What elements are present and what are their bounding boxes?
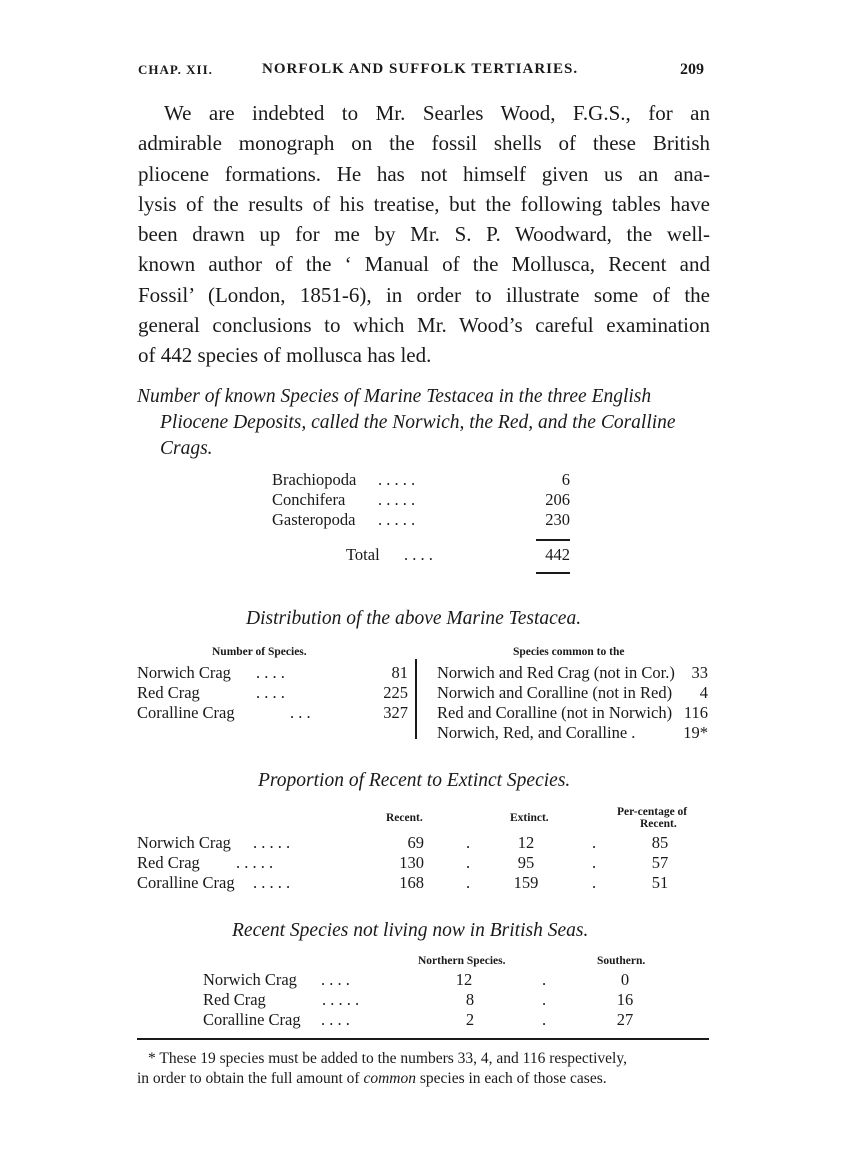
table2-leader: . . .: [290, 703, 311, 722]
table4-northern: 8: [465, 990, 475, 1009]
table2-right-label: Red and Coralline (not in Norwich): [437, 703, 673, 722]
footnote-rule: [137, 1038, 709, 1040]
table2-right-label: Norwich and Coralline (not in Red): [437, 683, 673, 702]
body-line: admirable monograph on the fossil shells of these British: [138, 131, 710, 156]
table4-header-northern: Northern Species.: [418, 955, 506, 967]
table4-leader: . . . .: [321, 1010, 350, 1029]
table2-right-header: Species common to the: [513, 646, 625, 658]
table3-sep: .: [592, 853, 597, 872]
table3-percentage: 51: [651, 873, 669, 892]
table1-leader: . . . .: [404, 545, 433, 564]
table4-leader: . . . . .: [322, 990, 360, 1009]
column-divider: [415, 659, 417, 739]
table3-extinct: 95: [517, 853, 535, 872]
table3-header-recent: Recent.: [386, 812, 423, 824]
table4-label: Red Crag: [203, 990, 266, 1009]
table4-caption: Recent Species not living now in British Seas.: [232, 920, 589, 941]
table2-right-value: 33: [691, 663, 708, 682]
table3-leader: . . . . .: [236, 853, 274, 872]
body-paragraph: [138, 98, 710, 371]
table2-left-value: 327: [383, 703, 408, 722]
table3-sep: .: [592, 833, 597, 852]
body-line: general conclusions to which Mr. Wood’s careful examination: [138, 313, 710, 338]
footnote-line: * These 19 species must be added to the numbers 33, 4, and 116 respectively,: [148, 1050, 627, 1067]
table4-sep: .: [542, 970, 547, 989]
table3-label: Coralline Crag: [137, 873, 235, 892]
table3-header-percentage: Recent.: [640, 818, 677, 830]
table1-caption-line: Number of known Species of Marine Testacea in the three English: [137, 386, 652, 407]
body-line: We are indebted to Mr. Searles Wood, F.G.S., for an: [164, 101, 710, 125]
body-line: known author of the ‘ Manual of the Mollusca, Recent and: [138, 252, 710, 277]
chapter-label: CHAP. XII.: [138, 62, 213, 77]
table2-left-value: 225: [383, 683, 408, 702]
table1-caption-line: Crags.: [160, 438, 213, 459]
table1-value: 230: [545, 510, 570, 529]
table3-percentage: 57: [651, 853, 669, 872]
table3-header-extinct: Extinct.: [510, 812, 549, 824]
table3-leader: . . . . .: [253, 833, 291, 852]
body-line: been drawn up for me by Mr. S. P. Woodward, the well-: [138, 222, 710, 247]
table4-sep: .: [542, 990, 547, 1009]
table4-northern: 2: [465, 1010, 475, 1029]
table3-label: Norwich Crag: [137, 833, 231, 852]
table4-leader: . . . .: [321, 970, 350, 989]
table3-percentage: 85: [651, 833, 669, 852]
table4-sep: .: [542, 1010, 547, 1029]
table3-label: Red Crag: [137, 853, 200, 872]
table2-left-header: Number of Species.: [212, 646, 307, 658]
table2-right-value: 19*: [683, 723, 708, 742]
table2-left-label: Norwich Crag: [137, 663, 231, 682]
table4-southern: 16: [616, 990, 634, 1009]
table4-southern: 27: [616, 1010, 634, 1029]
running-title: NORFOLK AND SUFFOLK TERTIARIES.: [262, 61, 579, 77]
table3-recent: 168: [399, 873, 424, 892]
table2-right-value: 4: [699, 683, 708, 702]
table2-leader: . . . .: [256, 683, 285, 702]
footnote-line: in order to obtain the full amount of common species in each of those cases.: [137, 1070, 607, 1087]
table1-leader: . . . . .: [378, 470, 416, 489]
sum-rule: [536, 539, 570, 541]
body-line: Fossil’ (London, 1851-6), in order to illustrate some of the: [138, 282, 710, 307]
table2-leader: . . . .: [256, 663, 285, 682]
body-line: pliocene formations. He has not himself given us an ana-: [138, 161, 710, 186]
table3-extinct: 159: [513, 873, 539, 892]
table1-label: Conchifera: [272, 490, 346, 509]
table3-header-percentage: Per-centage of: [617, 806, 688, 818]
table4-northern: 12: [455, 970, 473, 989]
table1-value: 206: [545, 490, 570, 509]
table3-sep: .: [466, 853, 471, 872]
table3-extinct: 12: [517, 833, 535, 852]
body-line: of 442 species of mollusca has led.: [138, 343, 432, 368]
table1-leader: . . . . .: [378, 510, 416, 529]
table3-sep: .: [466, 873, 471, 892]
table1-value: 6: [561, 470, 570, 489]
table3-leader: . . . . .: [253, 873, 291, 892]
table3-recent: 69: [407, 833, 424, 852]
sum-rule: [536, 572, 570, 574]
table1-label: Brachiopoda: [272, 470, 357, 489]
table1-total-value: 442: [545, 545, 570, 564]
table4-label: Norwich Crag: [203, 970, 297, 989]
table2-caption: Distribution of the above Marine Testacea.: [246, 608, 582, 629]
table1-caption-line: Pliocene Deposits, called the Norwich, the Red, and the Coralline: [160, 412, 676, 433]
table1-leader: . . . . .: [378, 490, 416, 509]
table1-total-label: Total: [346, 545, 380, 564]
table4-header-southern: Southern.: [597, 955, 646, 967]
table2-left-value: 81: [391, 663, 408, 682]
table2-left-label: Red Crag: [137, 683, 200, 702]
table2-right-label: Norwich and Red Crag (not in Cor.): [437, 663, 675, 682]
table2-right-label: Norwich, Red, and Coralline .: [437, 723, 636, 742]
table4-label: Coralline Crag: [203, 1010, 301, 1029]
table3-recent: 130: [399, 853, 424, 872]
page-number: 209: [680, 61, 704, 78]
table3-sep: .: [466, 833, 471, 852]
table2-left-label: Coralline Crag: [137, 703, 235, 722]
table4-southern: 0: [620, 970, 630, 989]
table3-sep: .: [592, 873, 597, 892]
table2-right-value: 116: [683, 703, 708, 722]
body-line: lysis of the results of his treatise, but the following tables have: [138, 191, 710, 216]
table1-label: Gasteropoda: [272, 510, 356, 529]
table3-caption: Proportion of Recent to Extinct Species.: [258, 770, 571, 791]
